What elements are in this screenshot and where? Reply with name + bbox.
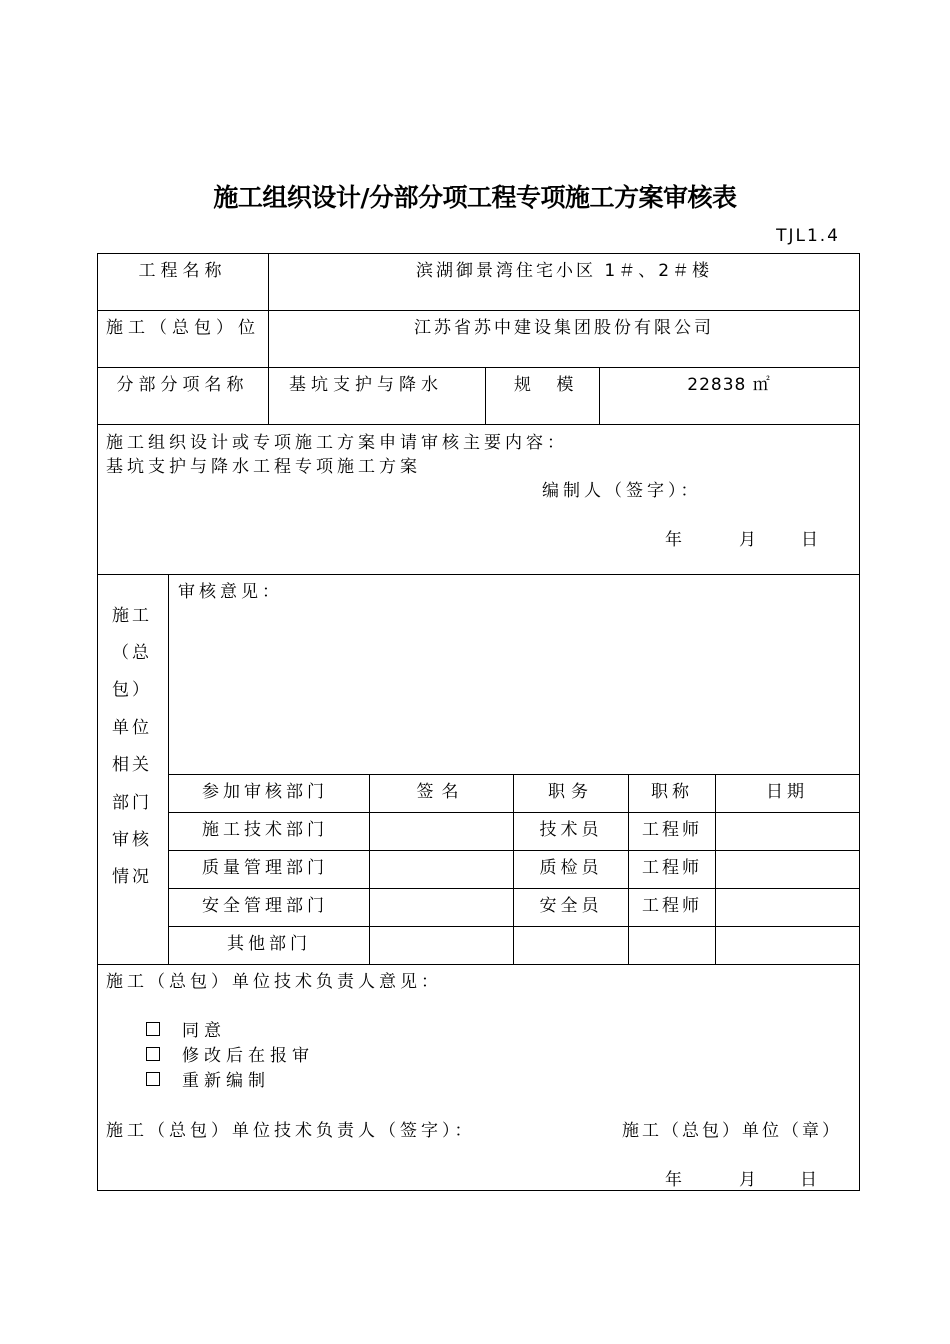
tech-lead-sign-label: 施工（总包）单位技术负责人（签字）：: [106, 1121, 476, 1141]
date-month: 月: [739, 1170, 761, 1190]
row-divider: [97, 574, 859, 575]
review-section-label-line: 包）: [112, 680, 152, 700]
table-row-title: 工程师: [642, 896, 702, 916]
scale-label: 规 模: [514, 375, 584, 395]
review-header-position: 职务: [548, 782, 594, 802]
table-row-position: 安全员: [539, 896, 603, 916]
date-year: 年: [665, 1170, 687, 1190]
row-divider: [97, 367, 859, 368]
row-divider: [97, 310, 859, 311]
review-header-signature: 签名: [416, 782, 467, 802]
review-section-label-line: 部门: [112, 793, 152, 813]
table-row-dept: 其他部门: [227, 934, 311, 954]
main-content-value: 基坑支护与降水工程专项施工方案: [106, 457, 421, 477]
review-header-dept: 参加审核部门: [202, 782, 328, 802]
date-day: 日: [801, 530, 823, 550]
table-row-dept: 质量管理部门: [202, 858, 328, 878]
col-divider: [715, 774, 716, 964]
option-agree[interactable]: [146, 1016, 226, 1041]
review-section-label-line: 情况: [112, 867, 152, 887]
review-section-label-line: （总: [112, 643, 152, 663]
contractor-value: 江苏省苏中建设集团股份有限公司: [414, 318, 714, 338]
col-divider: [369, 774, 370, 964]
checkbox-icon[interactable]: [146, 1072, 160, 1086]
review-section-label-line: 施工: [112, 606, 152, 626]
review-section-label-line: 单位: [112, 718, 152, 738]
date-month: 月: [739, 530, 761, 550]
option-label: 修改后在报审: [182, 1046, 314, 1066]
subproject-value: 基坑支护与降水: [289, 375, 443, 395]
contractor-label: 施工（总包）位: [106, 318, 260, 338]
unit-seal-label: 施工（总包）单位（章）: [622, 1121, 842, 1141]
checkbox-icon[interactable]: [146, 1022, 160, 1036]
table-row-dept: 施工技术部门: [202, 820, 328, 840]
table-row-position: 质检员: [539, 858, 603, 878]
review-section-label-line: 审核: [112, 830, 152, 850]
review-header-date: 日期: [766, 782, 808, 802]
row-divider: [97, 424, 859, 425]
project-name-label: 工程名称: [138, 261, 227, 281]
form-code: TJL1.4: [776, 226, 840, 246]
date-day: 日: [800, 1170, 822, 1190]
review-opinion-label: 审核意见：: [178, 582, 283, 602]
subproject-label: 分部分项名称: [116, 375, 249, 395]
row-divider: [97, 964, 859, 965]
project-name-value: 滨湖御景湾住宅小区 1＃、2＃楼: [415, 261, 713, 281]
checkbox-icon[interactable]: [146, 1047, 160, 1061]
col-divider: [168, 574, 169, 964]
preparer-label: 编制人（签字）：: [542, 481, 702, 501]
review-header-title: 职称: [651, 782, 693, 802]
scale-value: 22838 ㎡: [687, 375, 771, 395]
date-year: 年: [665, 530, 687, 550]
review-section-label-line: 相关: [112, 755, 152, 775]
option-label: 同意: [182, 1021, 226, 1041]
table-row-title: 工程师: [642, 820, 702, 840]
tech-lead-opinion-label: 施工（总包）单位技术负责人意见：: [106, 972, 442, 992]
table-row-position: 技术员: [539, 820, 603, 840]
option-recompile[interactable]: [146, 1066, 270, 1091]
col-divider: [485, 367, 486, 424]
main-content-label: 施工组织设计或专项施工方案申请审核主要内容：: [106, 433, 568, 453]
page-title: 施工组织设计/分部分项工程专项施工方案审核表: [213, 183, 737, 212]
option-revise-resubmit[interactable]: [146, 1041, 314, 1066]
table-row-dept: 安全管理部门: [202, 896, 328, 916]
option-label: 重新编制: [182, 1071, 270, 1091]
table-row-title: 工程师: [642, 858, 702, 878]
